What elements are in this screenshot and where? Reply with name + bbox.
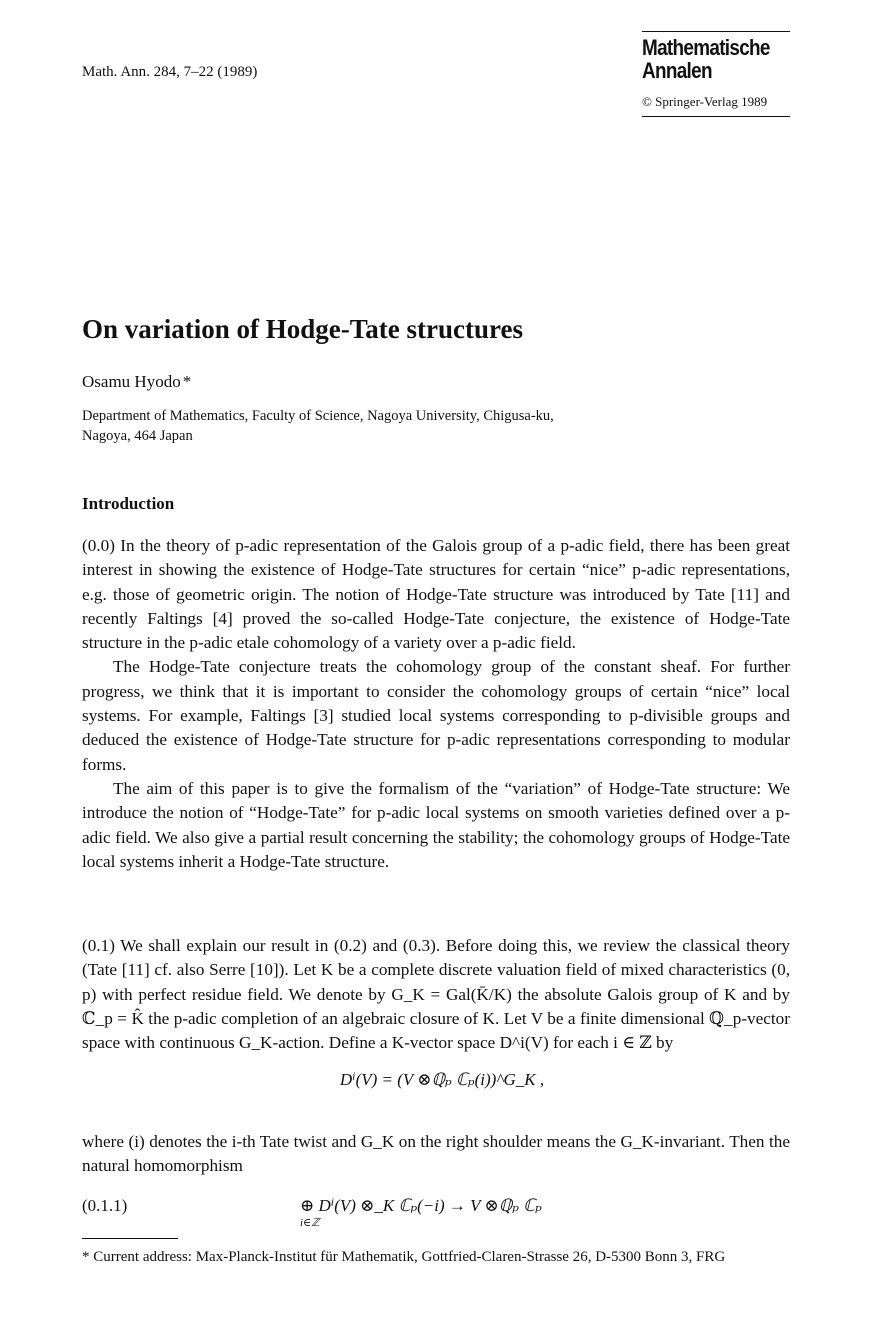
paragraph: where (i) denotes the i-th Tate twist and G_K on the right shoulder means the G_K-invariant. Then the natural homomorphism	[82, 1132, 790, 1176]
affiliation-line2: Nagoya, 464 Japan	[82, 428, 193, 444]
section-0-1	[82, 934, 790, 1055]
paragraph: The aim of this paper is to give the formalism of the “variation” of Hodge-Tate structure: We introduce the notion of “Hodge-Tate” for p-adic local systems on smooth varieties defined over a p-adic field. We also give a partial result concerning the stability; the cohomology groups of Hodge-Tate local systems inherit a Hodge-Tate structure.	[82, 778, 790, 871]
paragraph: (0.0) In the theory of p-adic representation of the Galois group of a p-adic field, there has been great interest in showing the existence of Hodge-Tate structures for certain “nice” p-adic representations, e.g. those of geometric origin. The notion of Hodge-Tate structure was introduced by Tate [11] and recently Faltings [4] proved the so-called Hodge-Tate conjecture, the existence of Hodge-Tate structure in the p-adic etale cohomology of a variety over a p-adic field.	[82, 536, 790, 653]
author-name: Osamu Hyodo	[82, 372, 181, 391]
journal-name-line1: Mathematische	[642, 35, 770, 60]
paragraph-after-equation	[82, 1130, 790, 1179]
footnote-rule	[82, 1238, 178, 1239]
section-heading: Introduction	[82, 494, 175, 513]
author-footnote-mark: *	[182, 372, 192, 391]
journal-rule-bottom	[642, 116, 790, 117]
journal-name	[642, 36, 780, 82]
copyright: © Springer-Verlag 1989	[642, 94, 768, 109]
section-0-0	[82, 534, 790, 874]
author	[82, 372, 191, 392]
footnote: * Current address: Max-Planck-Institut für Mathematik, Gottfried-Claren-Strasse 26, D-5300 Bonn 3, FRG	[82, 1249, 726, 1265]
equation-number: (0.1.1)	[82, 1196, 128, 1215]
article-title: On variation of Hodge-Tate structures	[82, 314, 523, 344]
paragraph: The Hodge-Tate conjecture treats the cohomology group of the constant sheaf. For further progress, we think that it is important to consider the cohomology groups of certain “nice” local systems. For example, Faltings [3] studied local systems corresponding to p-divisible groups and deduced the existence of Hodge-Tate structure for p-adic representations corresponding to modular forms.	[82, 657, 790, 774]
journal-rule-top	[642, 31, 790, 32]
display-equation-0-1-1	[300, 1196, 542, 1229]
journal-name-line2: Annalen	[642, 58, 712, 83]
equation-subscript: i∈ℤ	[300, 1217, 320, 1229]
citation: Math. Ann. 284, 7–22 (1989)	[82, 64, 258, 80]
affiliation-line1: Department of Mathematics, Faculty of Science, Nagoya University, Chigusa-ku,	[82, 408, 554, 424]
display-equation: Dⁱ(V) = (V ⊗ℚₚ ℂₚ(i))^G_K ,	[339, 1070, 545, 1089]
paragraph: (0.1) We shall explain our result in (0.2) and (0.3). Before doing this, we review the classical theory (Tate [11] cf. also Serre [10]). Let K be a complete discrete valuation field of mixed characteristics (0, p) with perfect residue field. We denote by G_K = Gal(K̄/K) the absolute Galois group of K and by ℂ_p = K̂ the p-adic completion of an algebraic closure of K. Let V be a finite dimensional ℚ_p-vector space with continuous G_K-action. Define a K-vector space D^i(V) for each i ∈ ℤ by	[82, 936, 790, 1053]
equation-body: ⊕ Dⁱ(V) ⊗_K ℂₚ(−i) → V ⊗ℚₚ ℂₚ	[300, 1196, 542, 1215]
affiliation	[82, 406, 782, 446]
